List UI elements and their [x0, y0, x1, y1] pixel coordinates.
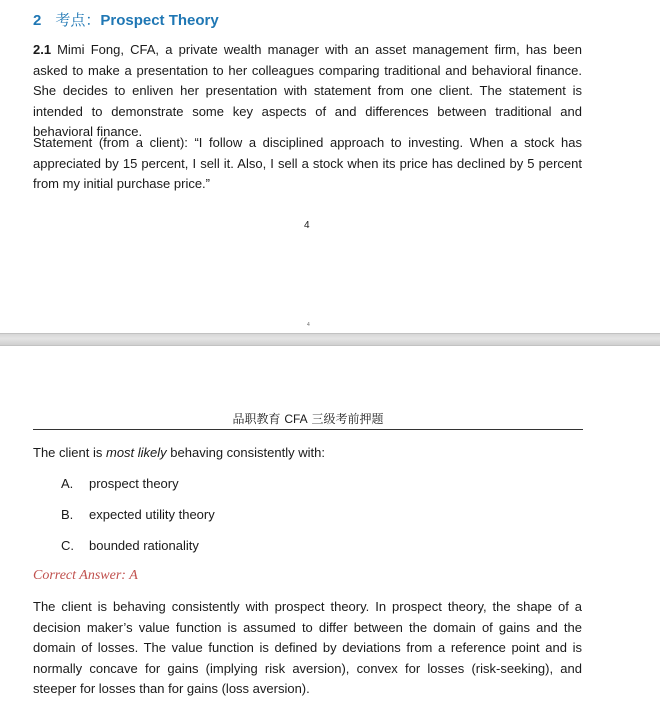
option-text: expected utility theory — [89, 507, 215, 522]
section-title: Prospect Theory — [100, 12, 219, 29]
correct-answer: Correct Answer: A — [33, 568, 138, 583]
explanation-paragraph: The client is behaving consistently with prospect theory. In prospect theory, the shape of a decision maker’s value function is assumed to differ between the domain of gains and the domain of losses. The value function is defined by deviations from a reference point and is normally concave for gains (implying risk aversion), convex for losses (risk-seeking), and steeper for losses than for gains (loss aversion). — [33, 599, 582, 696]
option-letter: B. — [61, 507, 74, 522]
option-letter: C. — [61, 538, 74, 553]
option-text: prospect theory — [89, 476, 179, 491]
question-stem-emphasis: most likely — [105, 445, 167, 460]
page-header-brand: CFA — [284, 412, 308, 426]
client-statement-paragraph: Statement (from a client): “I follow a disciplined approach to investing. When a stock has appreciated by 15 percent, I sell it. Also, I sell a stock when its price has declined by 5 percent from my initial purchase price.” — [33, 135, 582, 191]
question-stem-before: The client is — [33, 445, 106, 460]
document-page-top — [0, 0, 660, 333]
page-break-marker: 4 — [307, 322, 310, 328]
question-stem-after: behaving consistently with: — [166, 445, 325, 460]
section-heading — [33, 9, 219, 30]
question-number: 2.1 — [33, 42, 52, 57]
page-header — [33, 410, 583, 430]
page-header-prefix: 品职教育 — [232, 412, 285, 426]
option-b — [61, 507, 215, 522]
question-intro-paragraph — [33, 40, 582, 143]
option-c — [61, 538, 199, 553]
page-header-suffix: 三级考前押题 — [307, 412, 384, 426]
page-break-gap — [0, 333, 660, 346]
section-number: 2 — [33, 12, 42, 29]
page-number: 4 — [304, 220, 310, 231]
question-stem — [33, 445, 325, 460]
option-a — [61, 476, 179, 491]
option-letter: A. — [61, 476, 74, 491]
section-topic-label: 考点： — [55, 11, 101, 29]
question-intro-text: Mimi Fong, CFA, a private wealth manager with an asset management firm, has been asked to make a presentation to her colleagues comparing traditional and behavioral finance. She decides to enliven her presentation with statement from one client. The statement is intended to demonstrate some key aspects of and differences between traditional and behavioral finance. — [33, 42, 582, 139]
option-text: bounded rationality — [89, 538, 199, 553]
